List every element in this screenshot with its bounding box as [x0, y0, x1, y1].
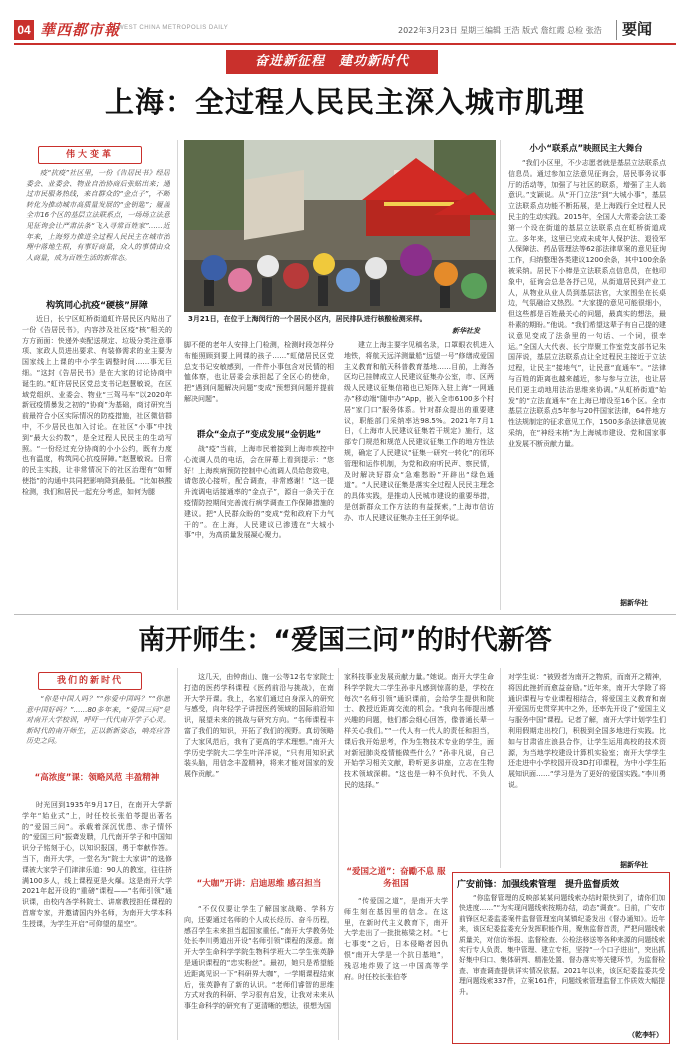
brief-credit: （乾李轩）: [628, 1031, 663, 1039]
subhead-intensive-course: “高浓度”课：领略风范 丰盈精神: [34, 773, 160, 783]
article1-col4: “我们小区里，不少志愿者就是基层立法联系点信息员。通过参加立法意见征询会，居民事务议事厅的活动等，加强了与社区的联系，增强了主人翁意识。”支颖说。从“开门立法”到“大城小事”，基层立法联系点功能不断拓展，是上海践行全过程人民民主的生动实践。2015年，全国人大常委会法工委第一个设在街道的基层立法联系点在虹桥街道成立。多年来，这里已完成未成年人保护法、退役军人保障法、药品管理法等62部法律草案的意见征询工作，归纳整理各类建议1200余条，其中100余条被采纳。居民下小棒是立法联系点信息员，在他印象中，征询会总是各抒己见，从街道居民到产业工人，从物业从业人员到基层法官，大家围坐在长桌边，气氛融洽又热烈。“大家提的意见可能很细小，但这些都是百姓最关心的问题，最真实的想法，最朴素的期盼。”他说。“我们希望这辈子有自己提的建议意见变成了法条里的一句话、一个词，很幸运。”全国人大代表、长宁岸聚工作室党支部书记朱国萍说，基层立法联系点让全过程民主接近于立法过程，让民主“接地气”，让民意“直通车”。“法律与百姓的距离也越来越近，参与参与立法，也让居民们更主动地用法治思维来协调。”从虹桥街道“始发”的“立法直通车”在上海已增设至16个区。全市基层立法联系点5年参与20件国家法律，64件地方性法规制定的征求意见工作，1500多条法律意见被采纳，在“神经末梢”为上海城市建设、党和国家事业发展不断贡献力量。: [508, 159, 666, 448]
photo-caption: 3月21日，在位于上海闵行的一个居民小区内，居民排队进行核酸检测采样。: [188, 315, 427, 323]
headline-shanghai: 上海：全过程人民民主深入城市肌理: [104, 85, 585, 119]
article1-col2-part2: 战“疫”当前，上海市民着接到上海市疾控中心流调人员的电话，会在屏幕上看到提示：“您好！上海疾病预防控制中心流调人员给您致电，请您放心接听，配合调查，非常感谢！”这一提升流调电话接通率的“金点子”，源自一条关于在疫情防控期间完善流行病学调查工作保障措施的建议。把“人民群众盼的”变成“党和政府下力气干的”。在上海，人民建议已渗透在“大城小事”中，为高质量发展凝心聚力。: [184, 445, 334, 540]
column-rule: [177, 668, 178, 1040]
issue-date: 2022年3月23日 星期三: [398, 26, 485, 35]
article1-col3: 建立上海主要字见稿名录，口罩眼衣机进入地铁，将航天远洋测量船“远望一号”修缮成爱国主义教育和航天科普教育基地……目前，上海各区均已挂牌成立人民建议征集办公室，市、区两级人民建议征集信箱也已矩阵入驻上海“一网通办”移动端“随申办”App，嵌入全市6100多个村居“家门口”服务体系。针对群众提出的重要建议，职能部门采纳率达98.5%。2021年7月1日，《上海市人民建议征集若干规定》施行，这部专门规范和规范人民建议征集工作的地方性法规，确定了人民建议“征集一研究一转化”的闭环管理和运作机制，为党和政府听民声、察民情，及时解决好群众“急难愁盼”开辟出“绿色通道”。“人民建议征集是落实全过程人民民主理念的具体实践，是推动人民城市建设的重要举措，是创新群众工作方法的有益探索，”上海市信访办、市人民建议征集办主任王剑华说。: [344, 341, 494, 522]
column-rule: [177, 140, 178, 610]
subhead-golden-ideas: 群众“金点子”变成发展“金钥匙”: [196, 430, 322, 440]
brief-box: [452, 872, 670, 1044]
page-number: 04: [14, 20, 34, 40]
photo-residents-nucleic-test: [184, 140, 496, 312]
column-label-new-era: 我们的新时代: [38, 672, 142, 690]
brief-text: “你监督管理的反映部某某问题线索办结时限快到了，请你们加快进度……”“为实现问题线索按期办结，动态”调查”。日前，广安市前锋区纪委监委案件监督管理室向某镇纪委发出《督办通知》。近年来，该区纪委监委充分发挥职能作用，聚焦监督首责，严把问题线索质量关，对信访举报、监督检查、公检法移送等各种来源的问题线索实行专人负责、集中管理、建立专柜，坚持“一个口子进出”，突出抓好集中归口、集体研判、精准处置、督办落实等关键环节，为监督检查、审查调查提供详实情况依据。2021年以来，该区纪委监委共受理问题线索337件，立案161件，问题线索管理监督工作质效大幅提升。: [459, 894, 665, 996]
article2-intro: “你是中国人吗？”“你爱中国吗？”“你愿意中国好吗？”……80多年来，“爱国三问”是对南开大学校训，呼吁一代代南开学子心灵。新时代的南开师生，正以新新姿态，响亮应答历史之问。: [26, 695, 170, 746]
brief-title: 广安前锋：加强线索管理 提升监督质效: [457, 880, 620, 890]
article2-col3-part2: “传爱国之道”，是南开大学师生刻在基因里的信念。在这里，在新时代主义教育下，南开大学走出了一批批栋梁之材。“七七事变”之后，日本侵略者因仇恨“南开大学是一个抗日基地”，残忍地炸毁了这一中国高等学府。时任校长张伯苓: [344, 897, 448, 981]
article1-credit: 据新华社: [620, 599, 648, 607]
column-rule: [500, 668, 501, 868]
subhead-patriotism: “爱国之道”：奋勵不息 服务祖国: [346, 867, 446, 889]
article1-col1: 近日，长宁区虹桥街道虹许居民区内贴出了一份《告居民书》，内容涉及社区疫“核”相关的方方面面：快递外卖配送规定、垃圾分类注意事项、家政人员进出要求、有装修需求的业主要为国家线上上课的中小学生调整时间……事无巨细。“这封《告居民书》是在大家的讨论协商中诞生的。”虹许居民区党总支书记赵慧敏说，在区域党组织、业委会、物业“三驾马车”以2020年新冠疫情暴发之初的“协商”为基础，商讨研究当前最符合小区实际情况的防疫措施，社区微信群中，不少居民也加入讨论。在社区“小事”中找到“最大公约数”，是全过程人民民主的生动写照。“一份经过充分协商的小小公约，既有力度也有温度，构筑同心抗疫屏障。”赵慧敏说。日常的民主实践，让非常情况下的社区治理有“如臂使指”的沟通中共同把影响降到最低。“比如核酸检测，我们和居民一起充分考虑，如何为腿: [22, 315, 172, 496]
subhead-master-lecture: “大咖”开讲：启迪思维 感召担当: [196, 879, 322, 889]
headline-nankai: 南开师生：“爱国三问”的时代新答: [138, 625, 552, 656]
article2-col3-part1: 家科技事业发展贡献力量。”她说。南开大学生命科学学院大二学生孙非凡感到惊喜的是，学校在每次“名师引领”通识课前，会给学生提供和院士、教授近距离交流的机会。“我向名师提出感兴趣的问题，他们都会细心回答，像普通长辈一样关心我们。”“一代人有一代人的责任和担当，课后我开始思考，作为生物技术专业的学生，面对新冠肺炎疫情能做些什么？”孙非凡说，自己开始学习相关文献，聆听更多讲座，立志在生物技术领域深耕。“这也是一种不负时代、不负人民的选择。”: [344, 673, 494, 789]
masthead-rule: [14, 43, 676, 45]
masthead-divider: [616, 20, 617, 40]
subhead-antiepidemic: 构筑同心抗疫“硬核”屏障: [46, 301, 148, 311]
article1-col2-part1: 脚不便的老年人安排上门检测，检测时段怎样分布能照顾到要上网课的孩子……”虹储居民区党总支书记安敏感到，一件件小事包含对民情的相恤体察，也让居委会承担起了全区心的使命，把“遇到问题解决问题”变成“预想到问题并提前解决问题”。: [184, 341, 334, 403]
subhead-contact-point: 小小“联系点”映照民主大舞台: [529, 144, 643, 154]
photo-credit: 新华社发: [452, 327, 480, 335]
news-photo: [184, 140, 496, 312]
theme-banner: 奋进新征程 建功新时代: [226, 50, 438, 74]
column-label-great-change: 伟大变革: [38, 146, 142, 164]
editor-credits: 编辑 王浩 版式 詹红霞 总检 张浩: [485, 26, 602, 35]
article2-col2-part1: 这几天，由钟南山、施一公等12名专家院士打造的医药学科课程《医药前沿与挑战》，在南开大学开课。我上，名家们通过自身深入的研究与感受，向年轻学子讲授医药领域的国际前沿知识，展望未来的挑战与研究方向。“名师课程丰富了我们的知识，开拓了我们的视野。真切领略了大家风范后，我有了更高的学术理想。”南开大学历史学院大二学生叶洋洋说，“只有用知识武装头脑，用信念丰盈精神，将来才能对国家的发展作贡献。”: [184, 673, 334, 779]
section-rule: [14, 614, 676, 615]
column-rule: [338, 668, 339, 1040]
article2-col2-part2: “不仅仅要让学生了解国家战略、学科方向，还要通过名师的个人成长经历、奋斗历程，感召学生未来担当起国家重任。”南开大学教务处处长李川勇道出开设“名师引领”课程的深意。南开大学生命科学学院生物科学班大二学生张英静是通识课程的“忠实粉丝”。最初，她只是希望能近距离见识一下“科研界大咖”，一学期课程结束后，张英静有了新的认识。“老师们睿智的思维方式对我的科研、学习很有启发，让我对未来从事生命科学的研究有了更清晰的想法，很想为国: [184, 905, 334, 1011]
section-name: 要闻: [622, 20, 653, 38]
article2-col1: 时光回到1935年9月17日，在南开大学新学年“始业式”上，时任校长张伯苓提出著名的“爱国三问”。承载着深沉忧患、赤子情怀的“爱国三问”振聋发聩，几代南开学子和中国知识分子铭刻于心，以知识报国，勇于奉献作答。当下，南开大学，一堂名为“院士大家讲”的选修课被大家学子们津津乐道：90人的教室，往往挤满100多人，线上课程更是火爆。这是南开大学2021年起开设的“重磅”课程——“名师引领”通识课，由校内各学科院士、讲席教授担任课程的首席专家，并邀请国内外名师，为南开大学本科生授课，为学生开启“可仰望的星空”。: [22, 801, 172, 928]
column-rule: [500, 140, 501, 610]
article1-intro: 疫“抗疫”社区里，一份《告居民书》经居委会、业委会、物业自治协商后张贴出来；通过市民服务热线，来自群众的“金点子”，不断转化为推动城市高质量发展的“金钥匙”；履盖全市16个区的基层立法联系点，一场场立法意见征询会让严肃法条“飞入寻常百姓家”……近年来，上海努力推进全过程人民民主在城市治理中落地生根，有事好商量，众人的事情由众人商量，成为百姓生活的新常态。: [26, 169, 170, 262]
paper-logo: 華西都市報: [40, 21, 121, 39]
paper-logo-english: WEST CHINA METROPOLIS DAILY: [118, 25, 229, 31]
article2-col4: 对学生说：“被毁者为南开之物质，而南开之精神，将因此挫折而愈益奋励。”近年来，南开大学除了将通识课程与专业课程相结合，将爱国主义教育和南开爱国历史贯穿其中之外，还率先开设了“爱国主义与服务中国”课程。记者了解，南开大学计划学生们利用假期走出校门，积极到全国多地进行实践。比如与甘肃省庄浪县合作，让学生运用高校的技术资源，为当地学校建设计算机实验室；南开大学学生还走进中小学校园开设3D打印课程，为中小学生拓展知识面……“学习是为了更好的爱国实践。”李川勇说。: [508, 673, 666, 789]
article2-credit: 据新华社: [620, 861, 648, 869]
